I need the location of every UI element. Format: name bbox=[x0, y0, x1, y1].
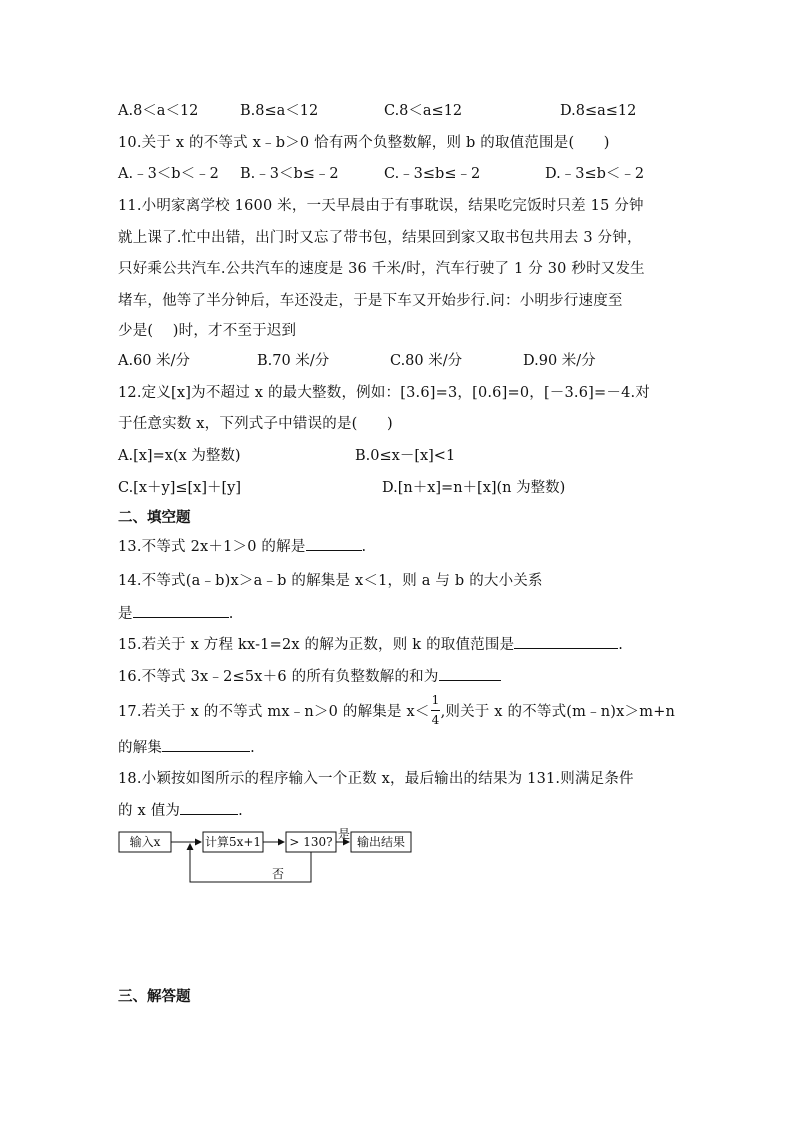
q17-text: 17.若关于 x 的不等式 mx﹣n＞0 的解集是 x＜ bbox=[118, 704, 430, 720]
q17-line-1 bbox=[118, 693, 676, 727]
q14-text: 是 bbox=[118, 606, 133, 622]
q12-option-b: B.0≤x－[x]<1 bbox=[355, 448, 456, 464]
q11-line-3: 只好乘公共汽车.公共汽车的速度是 36 千米/时，汽车行驶了 1 分 30 秒时又发生 bbox=[118, 261, 645, 277]
q17-line-2 bbox=[118, 737, 255, 758]
q11-option-b: B.70 米/分 bbox=[257, 353, 330, 369]
q9-option-c: C.8＜a≤12 bbox=[384, 103, 463, 119]
flow-no-label: 否 bbox=[271, 867, 285, 881]
q14-answer-blank[interactable] bbox=[133, 603, 229, 618]
fraction-bar bbox=[431, 710, 440, 711]
q14-line-1: 14.不等式(a﹣b)x＞a﹣b 的解集是 x＜1，则 a 与 b 的大小关系 bbox=[118, 573, 543, 589]
q10-stem: 10.关于 x 的不等式 x﹣b＞0 恰有两个负整数解，则 b 的取值范围是( ) bbox=[118, 135, 610, 151]
q18-text: 的 x 值为 bbox=[118, 803, 181, 819]
q15-text: 15.若关于 x 方程 kx-1=2x 的解为正数，则 k 的取值范围是 bbox=[118, 637, 515, 653]
q14-line-2 bbox=[118, 603, 234, 624]
q18-line-1: 18.小颖按如图所示的程序输入一个正数 x，最后输出的结果为 131.则满足条件 bbox=[118, 771, 634, 787]
q17-end: . bbox=[250, 740, 255, 756]
flow-output-label: 输出结果 bbox=[356, 835, 406, 849]
section-3-title: 三、解答题 bbox=[118, 989, 191, 1005]
q12-option-a: A.[x]=x(x 为整数) bbox=[118, 448, 241, 464]
q9-option-d: D.8≤a≤12 bbox=[560, 103, 637, 119]
flow-compute-label: 计算5x+1 bbox=[204, 835, 262, 849]
q11-line-5: 少是( )时，才不至于迟到 bbox=[118, 323, 297, 339]
q15 bbox=[118, 634, 623, 655]
q12-line-2: 于任意实数 x，下列式子中错误的是( ) bbox=[118, 416, 393, 432]
q10-option-b: B.﹣3＜b≤﹣2 bbox=[240, 166, 339, 182]
q17-text-2: ,则关于 x 的不等式(m﹣n)x＞m+n bbox=[440, 704, 676, 720]
q16-text: 16.不等式 3x﹣2≤5x＋6 的所有负整数解的和为 bbox=[118, 669, 439, 685]
q11-line-2: 就上课了.忙中出错，出门时又忘了带书包，结果回到家又取书包共用去 3 分钟， bbox=[118, 230, 642, 246]
flow-yes-label: 是 bbox=[338, 827, 351, 841]
flow-input-label: 输入x bbox=[129, 835, 161, 849]
q14-end: . bbox=[228, 606, 234, 622]
q11-line-4: 堵车，他等了半分钟后，车还没走，于是下车又开始步行.问：小明步行速度至 bbox=[118, 293, 623, 309]
q13-answer-blank[interactable] bbox=[306, 536, 362, 551]
program-flowchart bbox=[118, 826, 418, 888]
q9-option-b: B.8≤a＜12 bbox=[240, 103, 319, 119]
q12-line-1: 12.定义[x]为不超过 x 的最大整数，例如：[3.6]=3，[0.6]=0，[－3.6]=－4.对 bbox=[118, 385, 650, 401]
q11-line-1: 11.小明家离学校 1600 米，一天早晨由于有事耽误，结果吃完饭时只差 15 分钟 bbox=[118, 198, 644, 214]
flow-condition-label: > 130? bbox=[289, 835, 333, 849]
q15-answer-blank[interactable] bbox=[514, 634, 618, 649]
q13-end: . bbox=[361, 539, 367, 555]
q18-end: . bbox=[238, 803, 243, 819]
q13-text: 13.不等式 2x＋1＞0 的解是 bbox=[118, 539, 306, 555]
q17-line2-text: 的解集 bbox=[118, 740, 163, 756]
q10-option-d: D.﹣3≤b＜﹣2 bbox=[545, 166, 645, 182]
q12-option-c: C.[x＋y]≤[x]＋[y] bbox=[118, 480, 242, 496]
q16 bbox=[118, 666, 501, 687]
q9-option-a: A.8＜a＜12 bbox=[118, 103, 199, 119]
q17-fraction bbox=[431, 693, 440, 727]
q10-option-a: A.﹣3＜b＜﹣2 bbox=[118, 166, 219, 182]
q11-option-d: D.90 米/分 bbox=[523, 353, 596, 369]
q18-answer-blank[interactable] bbox=[180, 800, 238, 815]
q15-end: . bbox=[618, 637, 624, 653]
q17-answer-blank[interactable] bbox=[162, 737, 250, 752]
q12-option-d: D.[n＋x]=n＋[x](n 为整数) bbox=[382, 480, 566, 496]
section-2-title: 二、填空题 bbox=[118, 510, 191, 526]
q11-option-c: C.80 米/分 bbox=[390, 353, 463, 369]
q17-fraction-numerator: 1 bbox=[431, 693, 440, 707]
q16-answer-blank[interactable] bbox=[439, 666, 501, 681]
q10-option-c: C.﹣3≤b≤﹣2 bbox=[384, 166, 481, 182]
q13 bbox=[118, 536, 366, 557]
q17-fraction-denominator: 4 bbox=[431, 713, 440, 727]
q18-line-2 bbox=[118, 800, 243, 821]
q11-option-a: A.60 米/分 bbox=[118, 353, 191, 369]
